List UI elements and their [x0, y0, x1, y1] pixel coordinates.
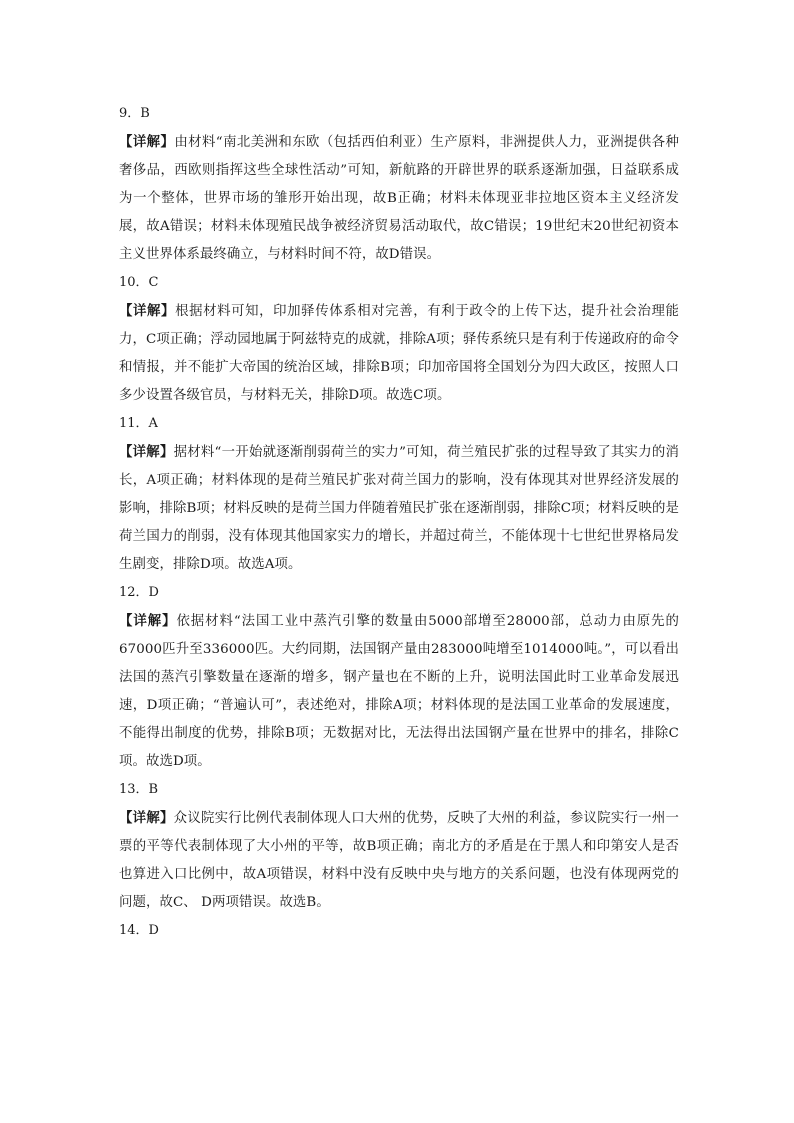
- explanation-text: 依据材料“法国工业中蒸汽引擎的数量由5000部增至28000部，总动力由原先的67000匹升至336000匹。大约同期，法国钢产量由283000吨增至1014000吨。”，可以看出法国的蒸汽引擎数量在逐渐的增多，钢产量也在不断的上升，说明法国此时工业革命发展迅速，D项正确；“普遍认可”，表述绝对，排除A项；材料体现的是法国工业革命的发展速度，不能得出制度的优势，排除B项；无数据对比，无法得出法国钢产量在世界中的排名，排除C项。故选D项。: [119, 614, 680, 769]
- explanation-text: 由材料“南北美洲和东欧（包括西伯利亚）生产原料，非洲提供人力，亚洲提供各种奢侈品，西欧则指挥这些全球性活动”可知，新航路的开辟世界的联系逐渐加强，日益联系成为一个整体，世界市场的雏形开始出现，故B正确；材料未体现亚非拉地区资本主义经济发展，故A错误；材料未体现殖民战争被经济贸易活动取代，故C错误；19世纪末20世纪初资本主义世界体系最终确立，与材料时间不符，故D错误。: [119, 135, 679, 262]
- question-number-10: 10．C: [119, 275, 159, 290]
- question-number-13: 13．B: [119, 782, 159, 797]
- answer-explanation-12: [119, 607, 679, 776]
- question-number-9: 9．B: [119, 106, 150, 121]
- explanation-text: 据材料“一开始就逐渐削弱荷兰的实力”可知，荷兰殖民扩张的过程导致了其实力的消长，A项正确；材料体现的是荷兰殖民扩张对荷兰国力的影响，没有体现其对世界经济发展的影响，排除B项；材料反映的是荷兰国力伴随着殖民扩张在逐渐削弱，排除C项；材料反映的是荷兰国力的削弱，没有体现其他国家实力的增长，并超过荷兰，不能体现十七世纪世界格局发生剧变，排除D项。故选A项。: [119, 445, 679, 572]
- answer-page: [119, 100, 679, 945]
- answer-explanation-13: [119, 804, 679, 917]
- answer-explanation-10: [119, 297, 679, 410]
- question-number-11: 11．A: [119, 416, 158, 431]
- detail-tag: 【详解】: [119, 444, 174, 460]
- explanation-text: 众议院实行比例代表制体现人口大州的优势，反映了大州的利益，参议院实行一州一票的平等代表制体现了大小州的平等，故B项正确；南北方的矛盾是在于黑人和印第安人是否也算进入口比例中，故A项错误，材料中没有反映中央与地方的关系问题，也没有体现两党的问题，故C、 D两项错误。故选B。: [119, 811, 679, 910]
- answer-explanation-11: [119, 438, 679, 579]
- detail-tag: 【详解】: [119, 613, 177, 629]
- question-number-12: 12．D: [119, 585, 159, 600]
- explanation-text: 根据材料可知，印加驿传体系相对完善，有利于政令的上传下达，提升社会治理能力，C项正确；浮动园地属于阿兹特克的成就，排除A项；驿传系统只是有利于传递政府的命令和情报，并不能扩大帝国的统治区域，排除B项；印加帝国将全国划分为四大政区，按照人口多少设置各级官员，与材料无关，排除D项。故选C项。: [119, 304, 679, 403]
- question-number-14: 14．D: [119, 923, 159, 938]
- answer-explanation-9: [119, 128, 679, 269]
- detail-tag: 【详解】: [119, 810, 174, 826]
- detail-tag: 【详解】: [119, 303, 176, 319]
- detail-tag: 【详解】: [119, 134, 175, 150]
